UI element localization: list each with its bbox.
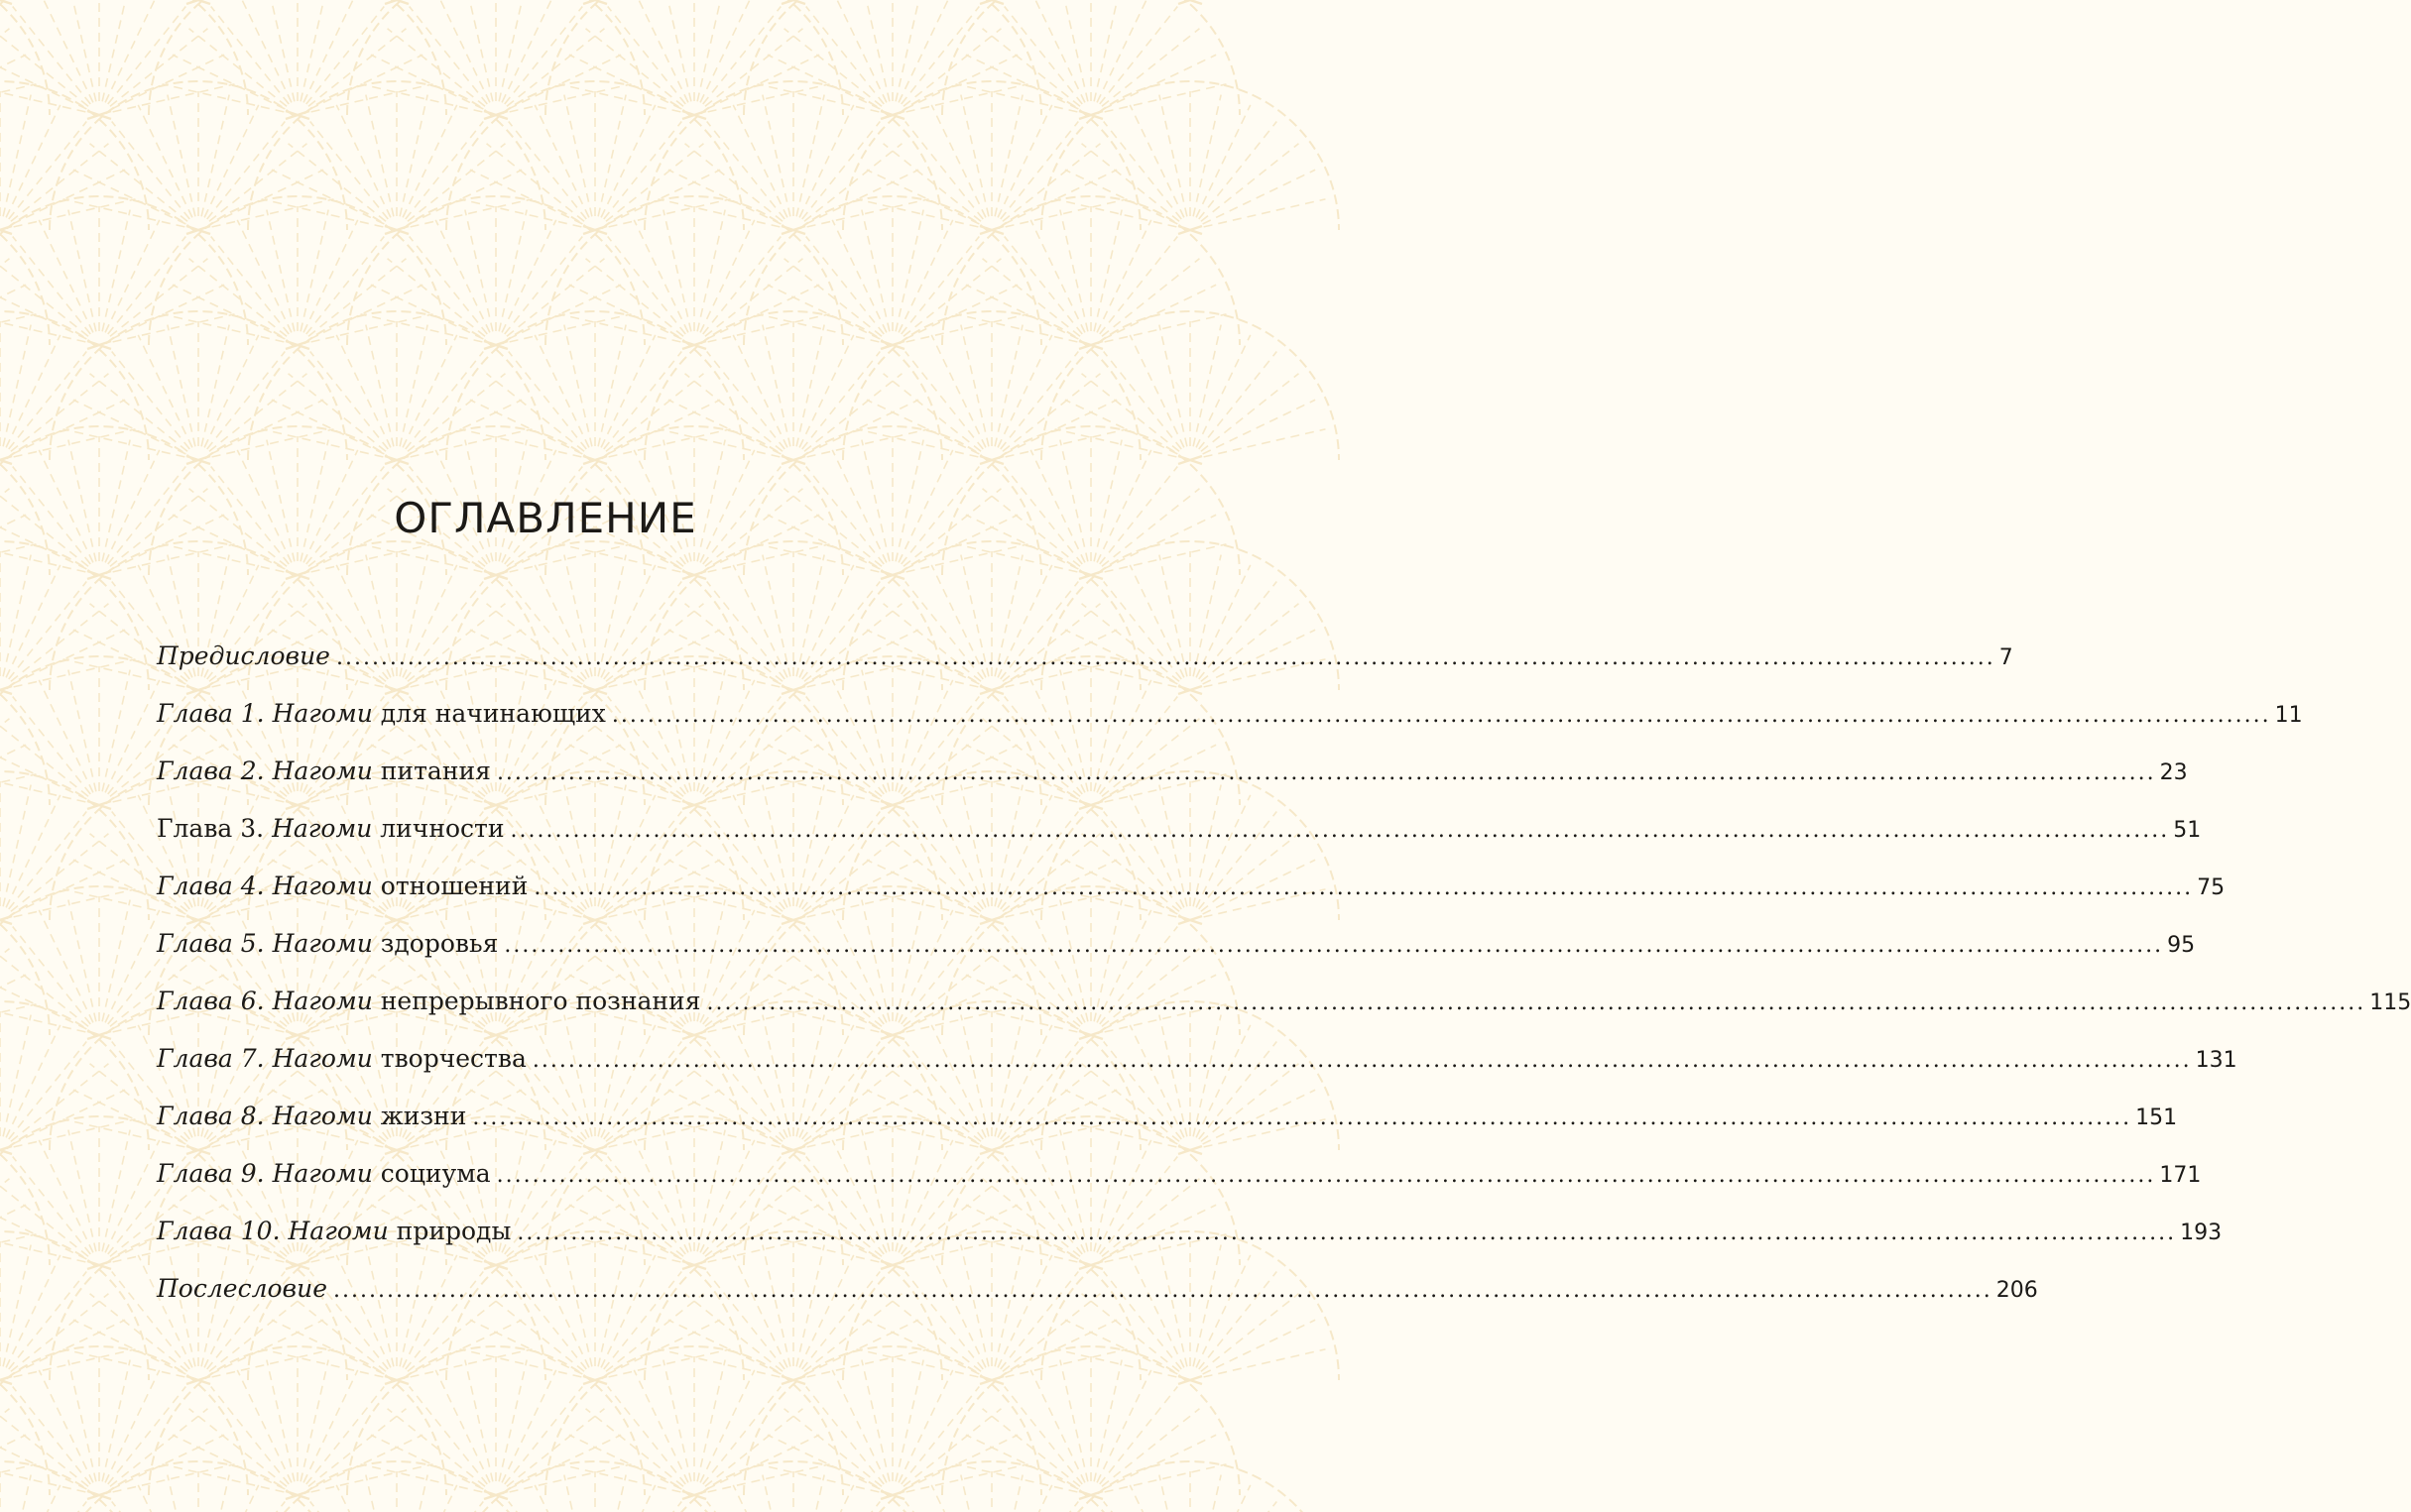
toc-page-number: 193 (2180, 1221, 2223, 1245)
toc-entry-label: Предисловие (157, 641, 330, 670)
toc-entry-chapter-6[interactable] (157, 980, 2411, 1037)
toc-dot-leader: .......................................................................................................................................................................................... (333, 1278, 1992, 1303)
toc-dot-leader: .......................................................................................................................................................................................... (517, 1221, 2177, 1245)
toc-dot-leader: .......................................................................................................................................................................................... (510, 818, 2170, 843)
toc-entry-chapter-9[interactable] (157, 1152, 2202, 1210)
toc-entry-label: Глава 5. Нагоми здоровья (157, 929, 499, 958)
toc-page-number: 95 (2167, 933, 2196, 958)
toc-entry-preface[interactable] (157, 635, 2013, 692)
toc-entry-chapter-3[interactable] (157, 807, 2202, 865)
toc-dot-leader: .......................................................................................................................................................................................... (496, 1163, 2156, 1188)
toc-dot-leader: .......................................................................................................................................................................................... (534, 875, 2194, 900)
toc-entry-chapter-7[interactable] (157, 1037, 2237, 1095)
page-title: ОГЛАВЛЕНИЕ (394, 494, 697, 542)
toc-page-number: 11 (2274, 703, 2303, 728)
toc-dot-leader: .......................................................................................................................................................................................... (706, 990, 2366, 1015)
toc-dot-leader: .......................................................................................................................................................................................... (611, 703, 2271, 728)
toc-dot-leader: .......................................................................................................................................................................................... (335, 645, 1995, 670)
toc-page-number: 75 (2197, 875, 2226, 900)
toc-page-number: 171 (2159, 1163, 2202, 1188)
toc-entry-chapter-2[interactable] (157, 750, 2188, 807)
toc-entry-label: Глава 3. Нагоми личности (157, 814, 505, 843)
toc-entry-label: Глава 6. Нагоми непрерывного познания (157, 987, 701, 1015)
toc-page-number: 151 (2135, 1105, 2178, 1130)
toc-entry-afterword[interactable] (157, 1267, 2038, 1325)
toc-page-number: 23 (2159, 760, 2188, 785)
toc-entry-label: Послесловие (157, 1274, 327, 1303)
toc-entry-chapter-8[interactable] (157, 1095, 2178, 1152)
toc-page-number: 115 (2369, 990, 2411, 1015)
toc-entry-label: Глава 2. Нагоми питания (157, 756, 491, 785)
toc-entry-label: Глава 8. Нагоми жизни (157, 1102, 467, 1130)
toc-entry-chapter-5[interactable] (157, 922, 2196, 980)
toc-page-number: 131 (2195, 1048, 2237, 1073)
toc-entry-label: Глава 10. Нагоми природы (157, 1217, 512, 1245)
toc-dot-leader: .......................................................................................................................................................................................... (532, 1048, 2192, 1073)
toc-entry-chapter-10[interactable] (157, 1210, 2223, 1267)
toc-page-number: 206 (1995, 1278, 2038, 1303)
table-of-contents (157, 635, 2411, 1325)
toc-entry-chapter-1[interactable] (157, 692, 2303, 750)
toc-entry-label: Глава 9. Нагоми социума (157, 1159, 491, 1188)
toc-dot-leader: .......................................................................................................................................................................................... (472, 1105, 2132, 1130)
toc-entry-label: Глава 4. Нагоми отношений (157, 872, 529, 900)
toc-page-number: 51 (2173, 818, 2202, 843)
toc-dot-leader: .......................................................................................................................................................................................... (504, 933, 2164, 958)
toc-entry-chapter-4[interactable] (157, 865, 2226, 922)
toc-page-number: 7 (1998, 645, 2013, 670)
toc-dot-leader: .......................................................................................................................................................................................... (496, 760, 2156, 785)
toc-entry-label: Глава 7. Нагоми творчества (157, 1044, 527, 1073)
toc-entry-label: Глава 1. Нагоми для начинающих (157, 699, 606, 728)
